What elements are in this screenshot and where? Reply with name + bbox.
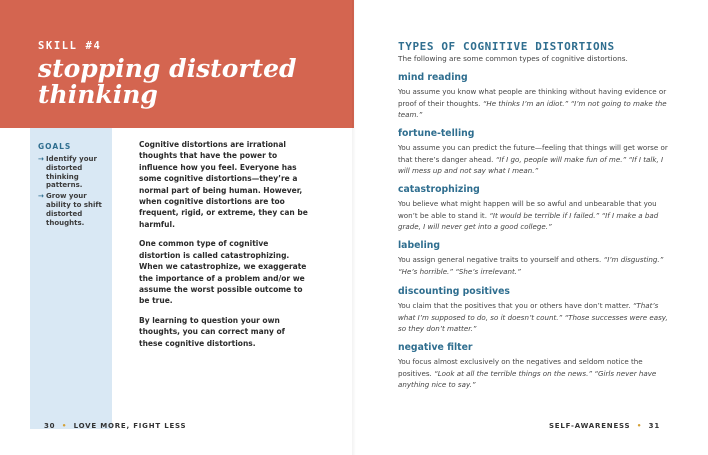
goal-item <box>38 192 110 227</box>
skill-label: SKILL #4 <box>38 40 102 52</box>
description-text: You assume you can predict the future—feeling that things will get worse or that there’s danger ahead. <box>398 143 668 164</box>
goal-text: Grow your ability to shift distorted thoughts. <box>46 192 102 227</box>
book-title: LOVE MORE, FIGHT LESS <box>73 422 187 430</box>
goals-list <box>38 155 110 229</box>
book-gutter <box>352 0 356 455</box>
body-paragraph: One common type of cognitive distortion is called catastrophizing. When we catastrophize, we exaggerate the importance of a problem and/or we assume the worst possible outcome to be true. <box>139 239 307 306</box>
goal-item <box>38 155 110 190</box>
distortion-mind-reading <box>398 72 668 121</box>
example-quotes: “If I go, people will make fun of me.” “If I talk, I will mess up and not say what I mean.” <box>398 154 664 176</box>
distortion-name: negative filter <box>398 342 473 353</box>
goals-heading: GOALS <box>38 142 72 151</box>
description-text: You believe what might happen will be so awful and unbearable that you won’t be able to stand it. <box>398 199 657 220</box>
description-text: You focus almost exclusively on the negatives and seldom notice the positives. <box>398 357 643 378</box>
distortion-name: fortune-telling <box>398 128 475 139</box>
section-heading: TYPES OF COGNITIVE DISTORTIONS <box>398 40 615 53</box>
description-text: You claim that the positives that you or others have don’t matter. <box>398 301 631 310</box>
example-quotes: “He thinks I’m an idiot.” “I’m not going to make the team.” <box>398 98 667 120</box>
distortion-description <box>398 86 668 121</box>
page-number: 30 <box>44 422 56 430</box>
example-quotes: “It would be terrible if I failed.” “If I make a bad grade, I will never get into a good college.” <box>398 210 659 232</box>
distortion-catastrophizing <box>398 184 668 233</box>
description-text: You assign general negative traits to yourself and others. <box>398 255 602 264</box>
distortion-negative-filter <box>398 342 668 391</box>
distortion-description <box>398 142 668 177</box>
page-title: stopping distorted thinking <box>38 54 297 109</box>
distortion-description <box>398 198 668 233</box>
goal-text: Identify your distorted thinking patterns. <box>46 155 97 190</box>
distortion-name: mind reading <box>398 72 468 83</box>
description-text: You assume you know what people are thinking without having evidence or proof of their thoughts. <box>398 87 667 108</box>
page-number: 31 <box>648 422 660 430</box>
footer-dot-icon: • <box>58 422 71 430</box>
body-paragraph: By learning to question your own thoughts, you can correct many of these cognitive distortions. <box>139 316 285 348</box>
right-arrow-icon: → <box>38 192 44 201</box>
distortion-name: labeling <box>398 240 441 251</box>
intro-body <box>139 139 311 357</box>
distortion-name: discounting positives <box>398 286 510 297</box>
left-footer <box>44 422 186 430</box>
goals-sidebar <box>30 128 112 429</box>
distortion-description <box>398 254 668 277</box>
title-banner <box>0 0 354 128</box>
example-quotes: “That’s what I’m supposed to do, so it doesn’t count.” “Those successes were easy, so they don’t matter.” <box>398 301 668 334</box>
example-quotes: “I’m disgusting.” “He’s horrible.” “She’s irrelevant.” <box>398 255 664 276</box>
distortion-fortune-telling <box>398 128 668 177</box>
distortion-description <box>398 300 668 335</box>
section-name: SELF-AWARENESS <box>548 422 631 430</box>
distortion-name: catastrophizing <box>398 184 480 195</box>
body-paragraph: Cognitive distortions are irrational thoughts that have the power to influence how you feel. Everyone has some cognitive distortions—they’re a normal part of being human. However, when cognitive distortions are too frequent, rigid, or extreme, they can be harmful. <box>139 140 308 229</box>
distortion-discounting-positives <box>398 286 668 335</box>
example-quotes: “Look at all the terrible things on the news.” “Girls never have anything nice to say.” <box>398 368 657 390</box>
distortion-description <box>398 356 668 391</box>
footer-dot-icon: • <box>633 422 646 430</box>
right-arrow-icon: → <box>38 155 44 163</box>
distortion-labeling <box>398 240 668 277</box>
right-footer <box>549 422 660 430</box>
section-intro: The following are some common types of cognitive distortions. <box>398 54 628 63</box>
right-page <box>354 0 708 455</box>
